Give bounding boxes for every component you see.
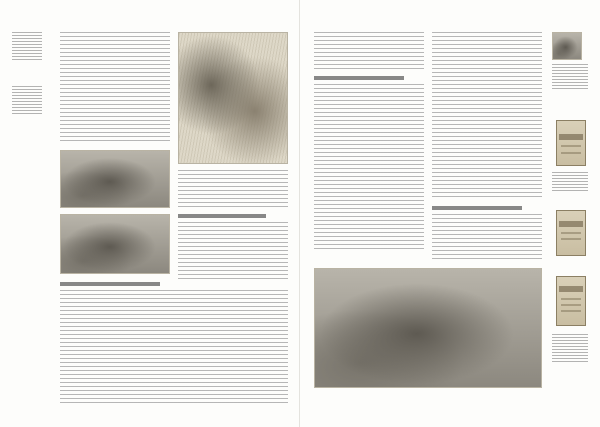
right-body-top — [314, 32, 424, 72]
left-body-right-1 — [178, 170, 288, 210]
bottom-photograph-image — [60, 214, 170, 274]
left-caption-1 — [12, 32, 42, 60]
left-body-bottom — [60, 290, 288, 405]
book-cover-2-image — [556, 210, 586, 256]
photograph — [315, 269, 541, 387]
middle-photograph-image — [60, 150, 170, 208]
small-photograph-image — [552, 32, 582, 60]
book-cover-1-image — [556, 120, 586, 166]
left-subhead-2 — [60, 282, 160, 286]
engraving-illustration — [179, 33, 287, 163]
left-body-right-2 — [178, 222, 288, 280]
right-caption-1 — [552, 64, 588, 90]
left-body-top — [60, 32, 170, 142]
right-subhead-2 — [432, 206, 522, 210]
photograph — [61, 215, 169, 273]
photograph — [61, 151, 169, 207]
book-cover-3-image — [556, 276, 586, 326]
right-caption-3 — [552, 334, 588, 364]
left-caption-2 — [12, 86, 42, 116]
right-page — [300, 0, 600, 427]
right-body-col-2b — [432, 214, 542, 262]
left-subhead-1 — [178, 214, 266, 218]
large-photograph-image — [314, 268, 542, 388]
right-caption-2 — [552, 172, 588, 192]
right-body-col-2 — [432, 32, 542, 200]
right-body-col-1 — [314, 84, 424, 252]
photograph — [553, 33, 581, 59]
top-engraving-image — [178, 32, 288, 164]
right-subhead-1 — [314, 76, 404, 80]
